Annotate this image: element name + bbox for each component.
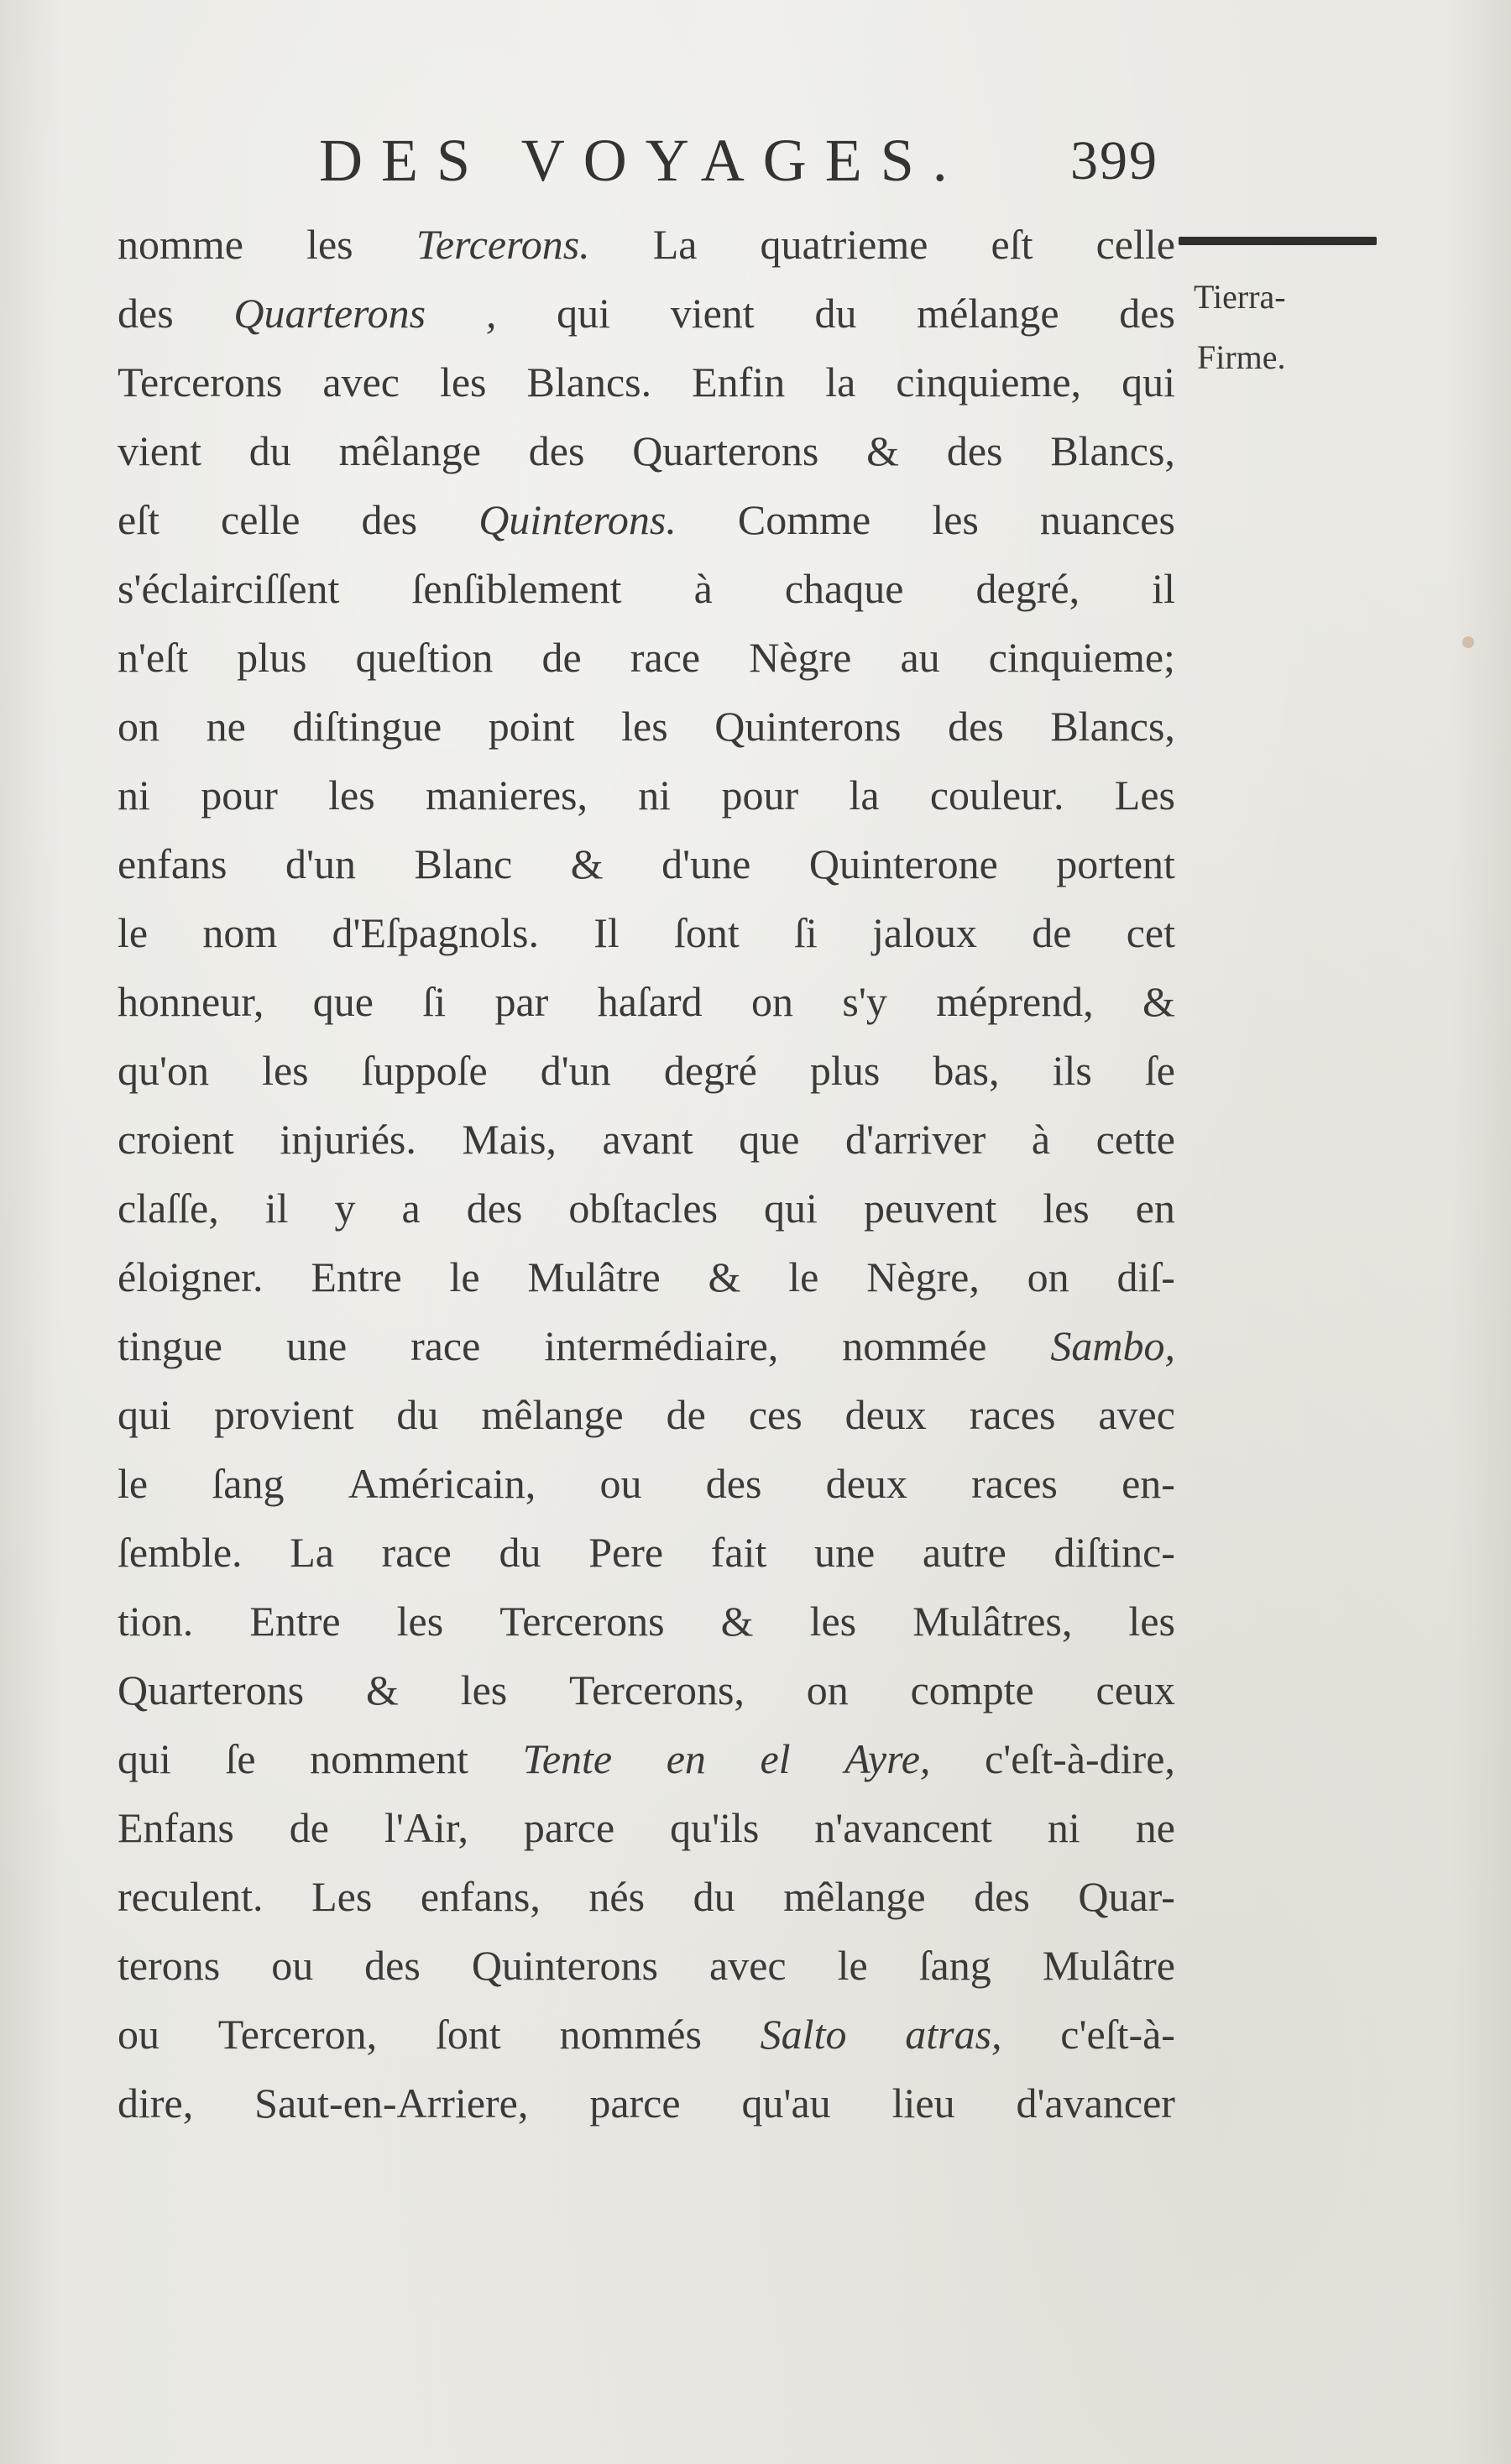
margin-rule — [1179, 237, 1377, 245]
word: avant — [602, 1116, 693, 1163]
word: le — [837, 1942, 868, 1989]
word: autre — [922, 1529, 1006, 1576]
italic-word: Salto — [760, 2011, 847, 2058]
word: manieres, — [426, 772, 588, 819]
word: du — [814, 290, 857, 337]
word: n'eſt — [118, 634, 188, 681]
word: ou — [118, 2011, 159, 2058]
word: diſ- — [1116, 1253, 1175, 1300]
word: ni — [118, 772, 150, 819]
word: & — [570, 840, 604, 887]
word: les — [809, 1598, 857, 1645]
word: Enfin — [692, 358, 786, 405]
word: qu'au — [741, 2079, 831, 2127]
word: nés — [588, 1873, 646, 1920]
word: du — [248, 427, 291, 474]
text-line — [118, 1174, 1175, 1242]
word: Blanc — [414, 840, 513, 887]
paper-speck — [1462, 636, 1474, 648]
word: Terceron, — [217, 2011, 378, 2058]
word: La — [652, 221, 698, 268]
text-line — [118, 279, 1175, 348]
word: degré, — [975, 565, 1080, 612]
text-line — [118, 692, 1175, 761]
word: à — [1031, 1116, 1051, 1163]
word: Quinterons — [714, 703, 902, 750]
word: les — [396, 1598, 444, 1645]
word: les — [1128, 1598, 1175, 1645]
italic-word: Tercerons. — [416, 221, 590, 268]
text-line — [118, 1656, 1175, 1724]
word: une — [285, 1322, 348, 1369]
word: qui — [764, 1185, 818, 1232]
word: races — [969, 1391, 1056, 1438]
word: Les — [311, 1873, 373, 1920]
word: nuances — [1039, 496, 1175, 543]
text-line — [118, 2069, 1175, 2137]
word: il — [264, 1185, 289, 1232]
text-line — [118, 1724, 1175, 1793]
word: par — [494, 978, 549, 1025]
word: des — [528, 427, 585, 474]
body-text — [118, 210, 1175, 2137]
word: & — [365, 1666, 399, 1713]
word: Quar- — [1078, 1873, 1175, 1920]
word: ou — [599, 1460, 642, 1507]
word: des — [946, 427, 1003, 474]
word: haſard — [597, 978, 703, 1025]
word: diſtingue — [292, 703, 442, 750]
text-line — [118, 829, 1175, 898]
word: les — [439, 358, 487, 405]
word: ſang — [212, 1460, 285, 1507]
word: point — [488, 703, 575, 750]
word: ſenſiblement — [411, 565, 622, 612]
word: nomment — [310, 1735, 469, 1782]
word: du — [396, 1391, 439, 1438]
word: Blancs, — [1050, 703, 1175, 750]
word: intermédiaire, — [544, 1322, 779, 1369]
word: degré — [663, 1047, 757, 1094]
word: qui — [118, 1735, 171, 1782]
word: on — [806, 1666, 849, 1713]
word: qui — [118, 1391, 171, 1438]
page-number: 399 — [1070, 130, 1158, 191]
word: avec — [322, 358, 400, 405]
word: ils — [1052, 1047, 1092, 1094]
word: croient — [118, 1116, 234, 1163]
word: on — [118, 703, 159, 750]
word: Américain, — [348, 1460, 536, 1507]
word: ne — [206, 703, 246, 750]
word: Mais, — [462, 1116, 557, 1163]
word: ni — [1047, 1804, 1080, 1851]
word: nom — [202, 909, 278, 956]
word: s'éclairciſſent — [118, 565, 340, 612]
text-line — [118, 761, 1175, 829]
text-line — [118, 1793, 1175, 1862]
italic-word: Sambo, — [1050, 1322, 1175, 1369]
word: qui — [1121, 358, 1175, 405]
word: de — [289, 1804, 329, 1851]
word: le — [788, 1253, 819, 1300]
margin-note — [1194, 267, 1286, 388]
word: Comme — [737, 496, 871, 543]
word: n'avancent — [814, 1804, 992, 1851]
word: Blancs, — [1050, 427, 1175, 474]
word: qu'on — [118, 1047, 210, 1094]
word: les — [1043, 1185, 1090, 1232]
word: Tercerons — [118, 358, 283, 405]
word: & — [708, 1253, 741, 1300]
word: que — [312, 978, 374, 1025]
word: les — [306, 221, 353, 268]
word: cet — [1126, 909, 1175, 956]
word: Mulâtres, — [912, 1598, 1073, 1645]
word: race — [410, 1322, 481, 1369]
word: une — [814, 1529, 876, 1576]
word: ſe — [1144, 1047, 1175, 1094]
italic-word: , — [485, 290, 497, 337]
word: Tercerons, — [569, 1666, 745, 1713]
word: tion. — [118, 1598, 194, 1645]
word: Quinterons — [471, 1942, 659, 1989]
word: des — [1119, 290, 1175, 337]
word: Pere — [588, 1529, 664, 1576]
text-line — [118, 1380, 1175, 1449]
word: Blancs. — [526, 358, 652, 405]
word: nommée — [842, 1322, 987, 1369]
word: race — [630, 634, 701, 681]
word: Tercerons — [499, 1598, 665, 1645]
word: lieu — [891, 2079, 955, 2127]
word: reculent. — [118, 1873, 264, 1920]
word: du — [499, 1529, 541, 1576]
word: Entre — [311, 1253, 402, 1300]
word: de — [541, 634, 582, 681]
word: ſang — [918, 1942, 991, 1989]
word: Nègre, — [866, 1253, 980, 1300]
text-line — [118, 1105, 1175, 1174]
word: Quarterons — [632, 427, 819, 474]
text-line — [118, 623, 1175, 692]
word: mêlange — [783, 1873, 926, 1920]
word: des — [364, 1942, 421, 1989]
word: ſuppoſe — [361, 1047, 488, 1094]
word: mélange — [917, 290, 1059, 337]
word: ſemble. — [118, 1529, 243, 1576]
text-line — [118, 1518, 1175, 1587]
word: les — [932, 496, 979, 543]
word: ne — [1135, 1804, 1175, 1851]
word: claſſe, — [118, 1185, 219, 1232]
word: en — [1135, 1185, 1175, 1232]
word: du — [693, 1873, 735, 1920]
word: d'Eſpagnols. — [332, 909, 539, 956]
word: La — [290, 1529, 334, 1576]
italic-word: Tente — [522, 1735, 613, 1782]
word: chaque — [784, 565, 904, 612]
word: Il — [593, 909, 620, 956]
word: race — [381, 1529, 452, 1576]
word: Saut-en-Arriere, — [254, 2079, 529, 2127]
word: des — [361, 496, 418, 543]
running-title: DES VOYAGES. — [319, 127, 966, 194]
italic-word: Quarterons — [233, 290, 426, 337]
word: ceux — [1095, 1666, 1175, 1713]
word: d'un — [285, 840, 357, 887]
word: cinquieme, — [896, 358, 1082, 405]
word: qui — [557, 290, 610, 337]
word: queſtion — [355, 634, 494, 681]
word: races — [971, 1460, 1058, 1507]
word: & — [1142, 978, 1175, 1025]
word: terons — [118, 1942, 221, 1989]
word: mêlange — [338, 427, 481, 474]
word: peuvent — [863, 1185, 997, 1232]
word: on — [751, 978, 793, 1025]
word: & — [866, 427, 900, 474]
word: y — [334, 1185, 356, 1232]
word: des — [705, 1460, 762, 1507]
text-line — [118, 210, 1175, 279]
word: jaloux — [872, 909, 978, 956]
word: cette — [1095, 1116, 1175, 1163]
text-line — [118, 1587, 1175, 1656]
word: eſt — [118, 496, 159, 543]
word: fait — [710, 1529, 767, 1576]
word: quatrieme — [760, 221, 928, 268]
word: le — [118, 909, 149, 956]
italic-word: en — [666, 1735, 706, 1782]
word: celle — [1095, 221, 1175, 268]
italic-word: Ayre, — [844, 1735, 931, 1782]
word: avec — [1098, 1391, 1175, 1438]
text-line — [118, 1242, 1175, 1311]
word: c'eſt-à- — [1060, 2011, 1175, 2058]
word: deux — [825, 1460, 907, 1507]
word: nommés — [559, 2011, 702, 2058]
text-line — [118, 898, 1175, 967]
word: Enfans — [118, 1804, 234, 1851]
word: couleur. — [929, 772, 1064, 819]
margin-note-line-1: Tierra- — [1194, 278, 1286, 316]
word: tingue — [118, 1322, 222, 1369]
word: a — [401, 1185, 421, 1232]
word: la — [849, 772, 880, 819]
word: eſt — [991, 221, 1033, 268]
word: provient — [213, 1391, 354, 1438]
word: d'un — [540, 1047, 611, 1094]
word: d'avancer — [1016, 2079, 1175, 2127]
word: enfans, — [420, 1873, 541, 1920]
word: parce — [589, 2079, 681, 2127]
word: plus — [809, 1047, 881, 1094]
word: Quinterone — [808, 840, 998, 887]
word: les — [460, 1666, 508, 1713]
word: qu'ils — [670, 1804, 760, 1851]
word: ſi — [422, 978, 447, 1025]
word: d'arriver — [845, 1116, 986, 1163]
italic-word: el — [760, 1735, 791, 1782]
text-line — [118, 1311, 1175, 1380]
word: diſtinc- — [1054, 1529, 1175, 1576]
word: les — [328, 772, 375, 819]
page-header — [302, 126, 1158, 201]
word: que — [739, 1116, 800, 1163]
word: éloigner. — [118, 1253, 264, 1300]
word: vient — [118, 427, 201, 474]
word: de — [666, 1391, 706, 1438]
word: pour — [201, 772, 278, 819]
word: c'eſt-à-dire, — [985, 1735, 1175, 1782]
word: obſtacles — [568, 1185, 719, 1232]
word: vient — [670, 290, 755, 337]
word: Les — [1114, 772, 1175, 819]
word: les — [621, 703, 668, 750]
word: des — [118, 290, 174, 337]
word: de — [1032, 909, 1072, 956]
word: avec — [709, 1942, 787, 1989]
word: Mulâtre — [1042, 1942, 1175, 1989]
word: au — [900, 634, 940, 681]
word: les — [262, 1047, 309, 1094]
word: des — [974, 1873, 1030, 1920]
word: compte — [910, 1666, 1034, 1713]
word: ces — [748, 1391, 803, 1438]
word: ſe — [225, 1735, 256, 1782]
text-line — [118, 2000, 1175, 2069]
word: plus — [237, 634, 307, 681]
word: enfans — [118, 840, 227, 887]
text-line — [118, 416, 1175, 485]
word: à — [693, 565, 713, 612]
word: en- — [1121, 1460, 1175, 1507]
word: ni — [638, 772, 672, 819]
text-line — [118, 348, 1175, 416]
word: s'y — [842, 978, 887, 1025]
word: des — [466, 1185, 523, 1232]
text-line — [118, 1862, 1175, 1931]
word: & — [720, 1598, 754, 1645]
word: cinquieme; — [988, 634, 1175, 681]
text-line — [118, 1931, 1175, 2000]
text-line — [118, 1449, 1175, 1518]
word: d'une — [661, 840, 751, 887]
word: bas, — [933, 1047, 1000, 1094]
text-line — [118, 967, 1175, 1036]
margin-note-line-2: Firme. — [1197, 338, 1286, 376]
word: on — [1027, 1253, 1069, 1300]
italic-word: Quinterons. — [478, 496, 677, 543]
word: l'Air, — [384, 1804, 468, 1851]
word: honneur, — [118, 978, 264, 1025]
word: la — [825, 358, 856, 405]
word: méprend, — [936, 978, 1094, 1025]
word: ſi — [794, 909, 818, 956]
italic-word: atras, — [905, 2011, 1002, 2058]
word: dire, — [118, 2079, 194, 2127]
word: Entre — [249, 1598, 341, 1645]
word: injuriés. — [280, 1116, 416, 1163]
word: Nègre — [749, 634, 852, 681]
text-line — [118, 485, 1175, 554]
text-line — [118, 1036, 1175, 1105]
word: Quarterons — [118, 1666, 305, 1713]
word: portent — [1056, 840, 1175, 887]
word: ſont — [673, 909, 740, 956]
word: celle — [221, 496, 301, 543]
word: il — [1152, 565, 1175, 612]
text-line — [118, 554, 1175, 623]
word: deux — [844, 1391, 927, 1438]
word: des — [948, 703, 1004, 750]
word: ou — [271, 1942, 314, 1989]
word: pour — [721, 772, 799, 819]
word: Mulâtre — [527, 1253, 661, 1300]
word: mêlange — [481, 1391, 624, 1438]
word: ſont — [435, 2011, 501, 2058]
word: nomme — [118, 221, 243, 268]
word: parce — [523, 1804, 615, 1851]
word: le — [118, 1460, 149, 1507]
word: le — [449, 1253, 480, 1300]
